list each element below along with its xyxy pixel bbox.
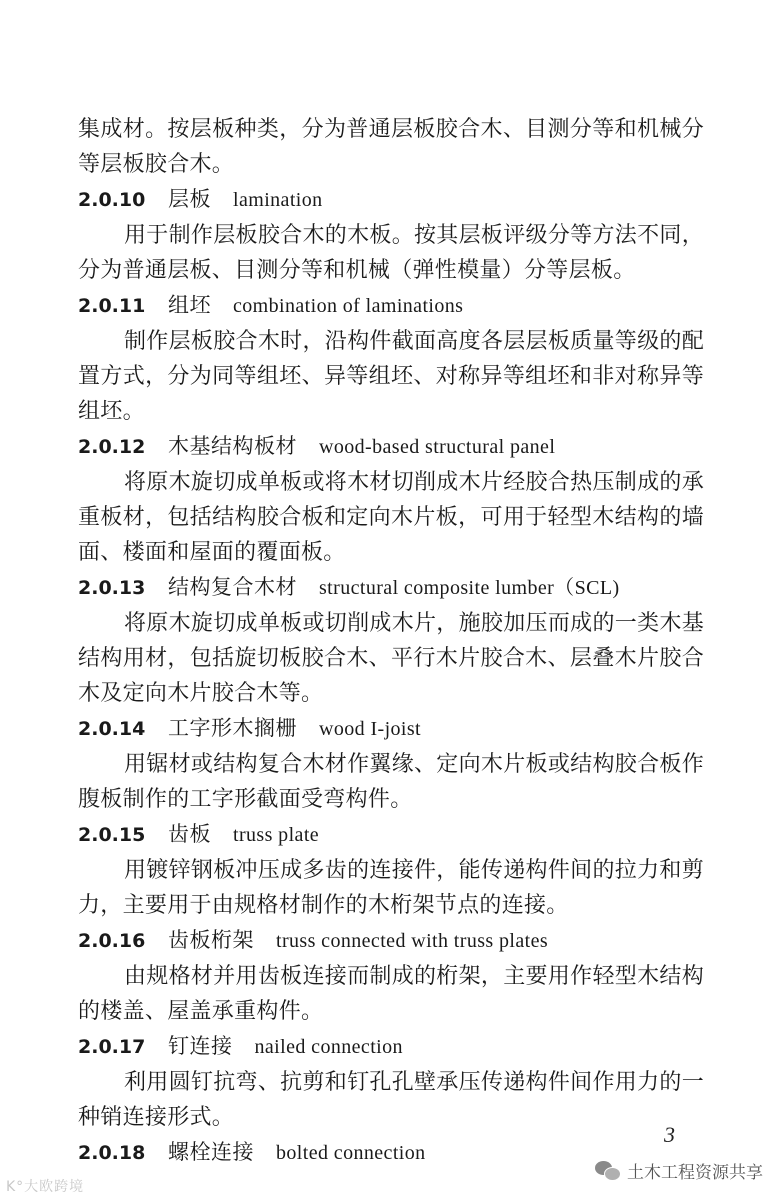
term-number: 2.0.17	[78, 1036, 146, 1058]
term-number: 2.0.18	[78, 1142, 146, 1164]
term-heading-2-0-11	[78, 288, 704, 324]
page-number: 3	[664, 1122, 675, 1147]
term-heading-2-0-17	[78, 1029, 704, 1065]
term-chinese: 螺栓连接	[168, 1140, 254, 1164]
term-number: 2.0.16	[78, 930, 146, 952]
term-heading-2-0-13	[78, 570, 704, 606]
term-heading-2-0-14	[78, 711, 704, 747]
term-heading-2-0-12	[78, 429, 704, 465]
term-number: 2.0.12	[78, 436, 146, 458]
term-chinese: 齿板桁架	[168, 928, 254, 952]
term-chinese: 木基结构板材	[168, 434, 297, 458]
term-chinese: 齿板	[168, 822, 211, 846]
wechat-icon	[595, 1161, 621, 1181]
term-heading-2-0-10	[78, 182, 704, 218]
term-definition: 用镀锌钢板冲压成多齿的连接件，能传递构件间的拉力和剪力，主要用于由规格材制作的木桁架节点的连接。	[78, 858, 704, 918]
term-chinese: 层板	[168, 187, 211, 211]
intro-paragraph: 集成材。按层板种类，分为普通层板胶合木、目测分等和机械分等层板胶合木。	[78, 117, 704, 177]
term-english: wood-based structural panel	[319, 436, 556, 458]
term-definition: 由规格材并用齿板连接而制成的桁架，主要用作轻型木结构的楼盖、屋盖承重构件。	[78, 964, 704, 1024]
term-english: truss connected with truss plates	[276, 930, 549, 952]
term-definition: 利用圆钉抗弯、抗剪和钉孔孔壁承压传递构件间作用力的一种销连接形式。	[78, 1070, 704, 1130]
term-definition: 将原木旋切成单板或将木材切削成木片经胶合热压制成的承重板材，包括结构胶合板和定向木片板，可用于轻型木结构的墙面、楼面和屋面的覆面板。	[78, 470, 704, 565]
term-english: truss plate	[233, 824, 320, 846]
page-content	[78, 112, 704, 1171]
term-chinese: 结构复合木材	[168, 575, 297, 599]
term-english: wood I-joist	[319, 718, 422, 740]
term-number: 2.0.11	[78, 295, 146, 317]
term-definition: 用于制作层板胶合木的木板。按其层板评级分等方法不同，分为普通层板、目测分等和机械（弹性模量）分等层板。	[78, 223, 704, 283]
term-number: 2.0.14	[78, 718, 146, 740]
term-english: lamination	[233, 189, 323, 211]
term-chinese: 工字形木搁栅	[168, 716, 297, 740]
term-english: combination of laminations	[233, 295, 464, 317]
term-english: nailed connection	[254, 1036, 403, 1058]
term-number: 2.0.10	[78, 189, 146, 211]
watermark-left: K°大欧跨境	[6, 1179, 85, 1195]
term-number: 2.0.15	[78, 824, 146, 846]
term-english: bolted connection	[276, 1142, 426, 1164]
term-heading-2-0-15	[78, 817, 704, 853]
term-heading-2-0-16	[78, 923, 704, 959]
term-definition: 制作层板胶合木时，沿构件截面高度各层层板质量等级的配置方式，分为同等组坯、异等组坯、对称异等组坯和非对称异等组坯。	[78, 329, 704, 424]
term-definition: 用锯材或结构复合木材作翼缘、定向木片板或结构胶合板作腹板制作的工字形截面受弯构件。	[78, 752, 704, 812]
term-chinese: 组坯	[168, 293, 211, 317]
watermark-right	[595, 1158, 763, 1183]
term-english: structural composite lumber（SCL)	[319, 577, 620, 599]
term-chinese: 钉连接	[168, 1034, 233, 1058]
term-definition: 将原木旋切成单板或切削成木片，施胶加压而成的一类木基结构用材，包括旋切板胶合木、平行木片胶合木、层叠木片胶合木及定向木片胶合木等。	[78, 611, 704, 706]
watermark-right-text: 土木工程资源共享	[627, 1163, 763, 1183]
term-number: 2.0.13	[78, 577, 146, 599]
